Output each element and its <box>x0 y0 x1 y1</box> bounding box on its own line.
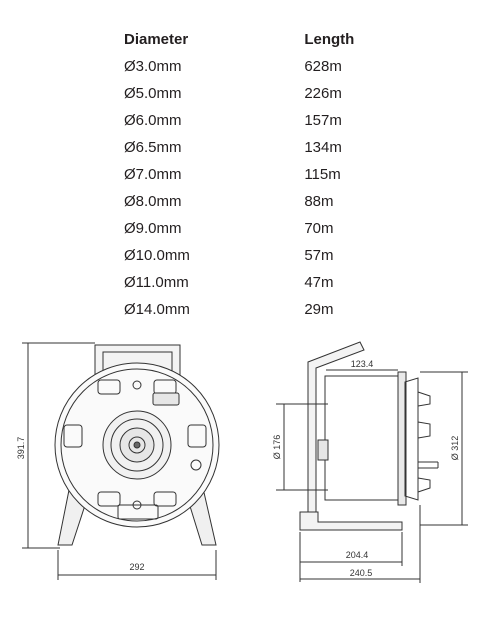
total-width-label: 240.5 <box>349 568 373 578</box>
length-cell: 70m <box>304 220 334 237</box>
length-cell: 115m <box>304 166 341 183</box>
diameter-cell: Ø3.0mm <box>124 58 182 75</box>
diameter-cell: Ø10.0mm <box>124 247 190 264</box>
diameter-cell: Ø6.5mm <box>124 139 182 156</box>
diameter-cell: Ø11.0mm <box>124 274 189 291</box>
drum-width-label: 123.4 <box>350 359 374 369</box>
length-cell: 628m <box>304 58 342 75</box>
core-diameter-label: Ø 176 <box>272 434 282 460</box>
front-width-label: 292 <box>129 562 145 572</box>
length-cell: 29m <box>304 301 334 318</box>
length-header: Length <box>304 31 355 48</box>
diameter-cell: Ø8.0mm <box>124 193 182 210</box>
diameter-cell: Ø9.0mm <box>124 220 182 237</box>
front-height-label: 391.7 <box>16 436 26 460</box>
flange-diameter-label: Ø 312 <box>450 435 460 461</box>
length-cell: 226m <box>304 85 342 102</box>
length-cell: 57m <box>304 247 334 264</box>
length-cell: 88m <box>304 193 334 210</box>
front-view <box>55 345 219 545</box>
base-width-label: 204.4 <box>345 550 369 560</box>
diameter-header: Diameter <box>124 31 189 48</box>
diameter-cell: Ø14.0mm <box>124 301 190 318</box>
length-cell: 134m <box>304 139 342 156</box>
length-cell: 157m <box>304 112 342 129</box>
length-cell: 47m <box>304 274 334 291</box>
diameter-cell: Ø6.0mm <box>124 112 182 129</box>
diameter-cell: Ø5.0mm <box>124 85 182 102</box>
diameter-cell: Ø7.0mm <box>124 166 182 183</box>
